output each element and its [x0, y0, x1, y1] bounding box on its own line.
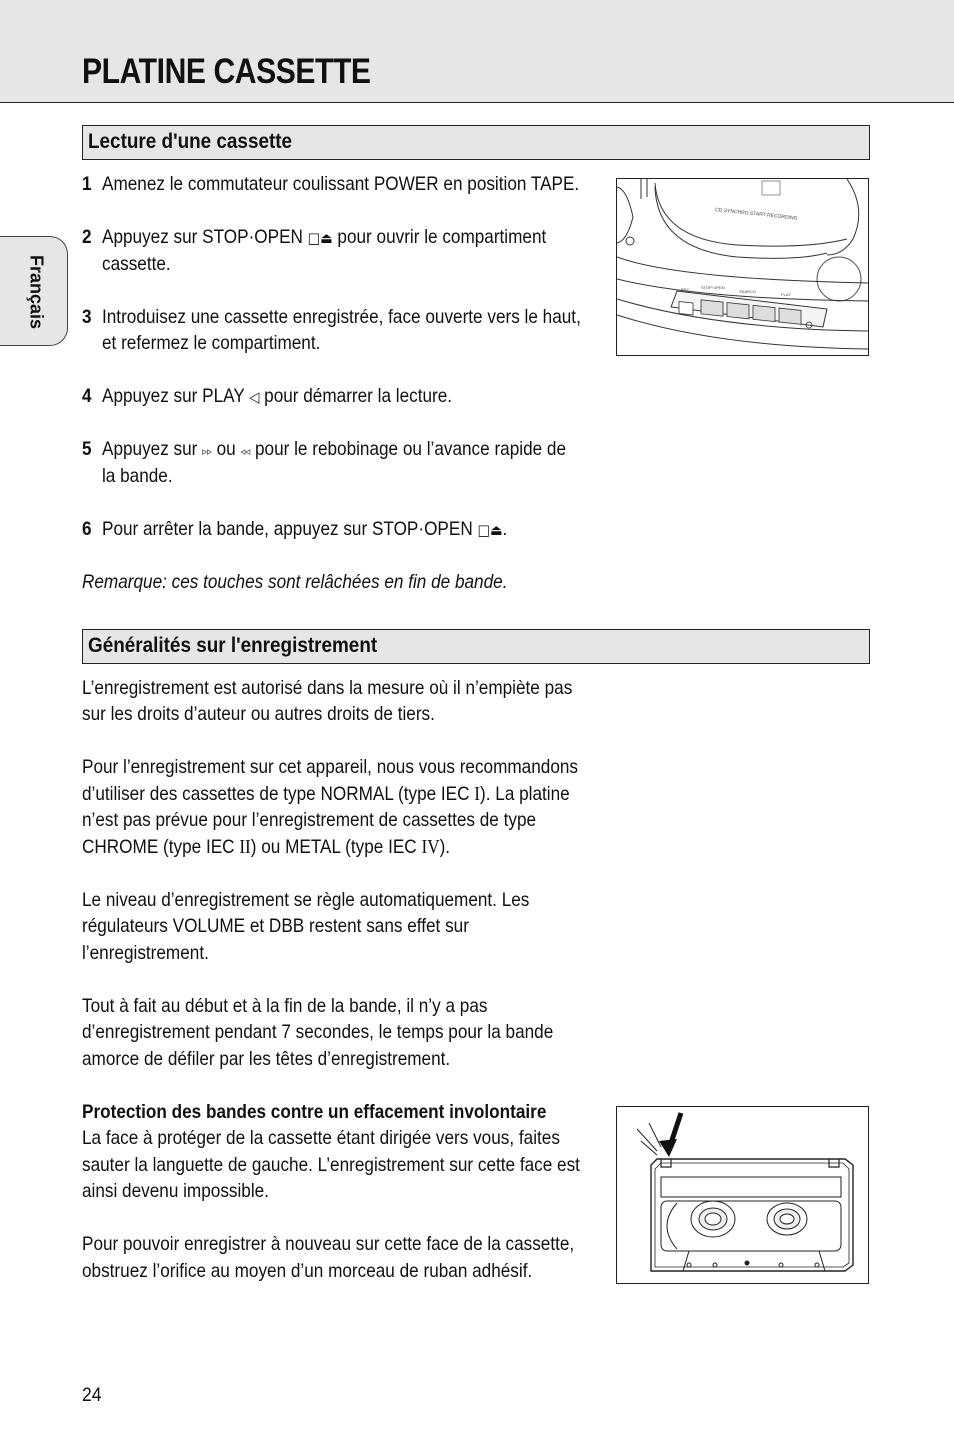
step-text-part: Pour arrêter la bande, appuyez sur STOP·OPEN	[102, 518, 478, 540]
step-number: 3	[82, 306, 92, 328]
text-part: d’utiliser des cassettes de type NORMAL (type IEC	[82, 783, 475, 805]
step-text-part: pour démarrer la lecture.	[259, 385, 453, 407]
paragraph-line: ainsi devenu impossible.	[82, 1180, 269, 1202]
rewind-symbol: ◃◃	[240, 445, 251, 458]
section-heading-text: Lecture d'une cassette	[88, 130, 293, 153]
step-number: 6	[82, 518, 92, 540]
step-number: 5	[82, 438, 92, 460]
paragraph-line: La face à protéger de la cassette étant dirigée vers vous, faites	[82, 1127, 560, 1149]
paragraph-line: Le niveau d’enregistrement se règle automatiquement. Les	[82, 889, 530, 911]
text-part: ) ou METAL (type IEC	[250, 836, 422, 858]
step-text-part: pour ouvrir le compartiment	[332, 226, 547, 248]
panel-text: CD SYNCHRO START RECORDING	[714, 207, 798, 222]
step-number: 2	[82, 226, 92, 248]
step-text: et refermez le compartiment.	[102, 332, 321, 354]
step-text: Amenez le commutateur coulissant POWER en position TAPE.	[102, 173, 580, 195]
cassette-drawing	[617, 1107, 868, 1283]
play-label: PLAY	[781, 292, 791, 297]
play-symbol: ◁	[249, 388, 260, 406]
tape-deck-drawing	[617, 179, 868, 355]
step-text	[102, 516, 507, 544]
rewind-key	[727, 303, 749, 319]
section-heading-recording	[82, 629, 870, 664]
step-text-part: .	[502, 518, 508, 540]
step-text	[102, 224, 546, 252]
language-label: Français	[26, 254, 47, 330]
step-text-part: Appuyez sur PLAY	[102, 385, 250, 407]
step-text: Introduisez une cassette enregistrée, face ouverte vers le haut,	[102, 306, 581, 328]
search-label: SEARCH	[739, 289, 756, 294]
paragraph-line: amorce de défiler par les têtes d’enregistrement.	[82, 1048, 451, 1070]
paragraph-line	[82, 834, 450, 862]
stop-open-symbol: □⏏	[477, 521, 503, 539]
paragraph-line	[82, 781, 570, 809]
paragraph-line: sauter la languette de gauche. L’enregistrement sur cette face est	[82, 1154, 580, 1176]
tape-deck-illustration	[616, 178, 869, 356]
paragraph-line: Pour pouvoir enregistrer à nouveau sur cette face de la cassette,	[82, 1233, 575, 1255]
remark-text: Remarque: ces touches sont relâchées en fin de bande.	[82, 571, 508, 593]
step-text	[102, 383, 452, 411]
roman-numeral: I	[474, 784, 481, 805]
stop-open-key	[701, 300, 723, 316]
cassette-illustration	[616, 1106, 869, 1284]
paragraph-line: d’enregistrement pendant 7 secondes, le temps pour la bande	[82, 1021, 554, 1043]
protection-heading: Protection des bandes contre un effacement involontaire	[82, 1101, 547, 1123]
paragraph-line: L’enregistrement est autorisé dans la mesure où il n’empiète pas	[82, 677, 573, 699]
step-number: 1	[82, 173, 92, 195]
fast-forward-symbol: ▹▹	[202, 445, 212, 458]
paragraph-line: obstruez l’orifice au moyen d’un morceau de ruban adhésif.	[82, 1260, 533, 1282]
paragraph-line: sur les droits d’auteur ou autres droits de tiers.	[82, 703, 435, 725]
section-heading-text: Généralités sur l'enregistrement	[88, 634, 378, 657]
step-text	[102, 436, 566, 466]
text-part: ). La platine	[480, 783, 570, 805]
paragraph-line: n’est pas prévue pour l’enregistrement de cassettes de type	[82, 809, 537, 831]
step-text-part: ou	[211, 438, 241, 460]
section-heading-playback	[82, 125, 870, 160]
step-text-part: Appuyez sur STOP·OPEN	[102, 226, 308, 248]
step-text: cassette.	[102, 253, 171, 275]
forward-key	[753, 305, 775, 321]
page-number: 24	[82, 1384, 102, 1406]
step-number: 4	[82, 385, 92, 407]
stop-open-label: STOP·OPEN	[701, 285, 725, 290]
step-text-part: pour le rebobinage ou l’avance rapide de	[250, 438, 567, 460]
roman-numeral: IV	[421, 837, 440, 858]
text-part: ).	[439, 836, 451, 858]
rec-label: REC	[681, 287, 690, 292]
step-text-part: Appuyez sur	[102, 438, 203, 460]
paragraph-line: Tout à fait au début et à la fin de la bande, il n’y a pas	[82, 995, 488, 1017]
roman-numeral: II	[239, 837, 251, 858]
paragraph-line: régulateurs VOLUME et DBB restent sans effet sur	[82, 915, 469, 937]
step-text: la bande.	[102, 465, 173, 487]
paragraph-line: Pour l’enregistrement sur cet appareil, nous vous recommandons	[82, 756, 578, 778]
play-key	[779, 308, 801, 324]
stop-open-symbol: □⏏	[307, 229, 333, 247]
paragraph-line: l’enregistrement.	[82, 942, 209, 964]
text-part: CHROME (type IEC	[82, 836, 240, 858]
page-title: PLATINE CASSETTE	[82, 52, 371, 91]
